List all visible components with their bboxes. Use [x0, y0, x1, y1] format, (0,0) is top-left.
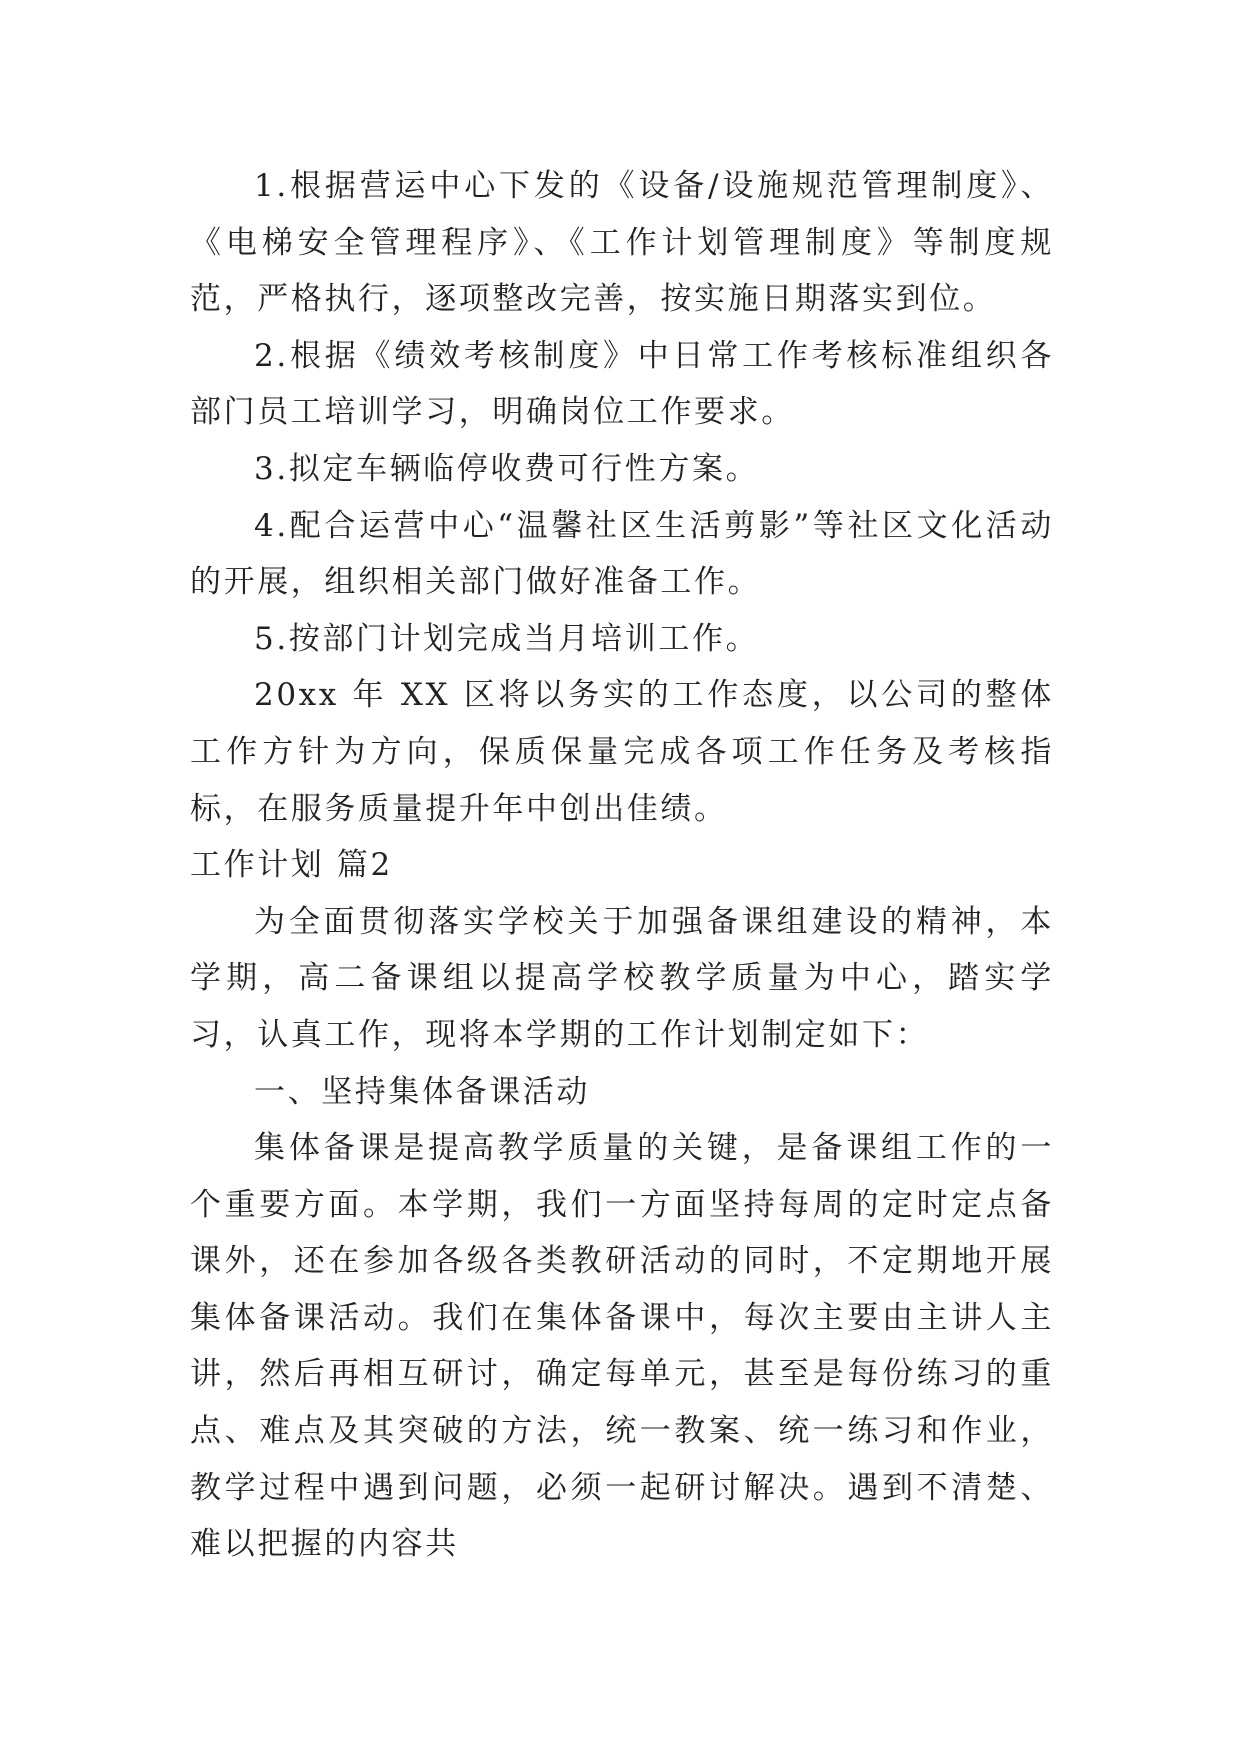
- summary-paragraph: 20xx 年 XX 区将以务实的工作态度，以公司的整体工作方针为方向，保质保量完成各项工作任务及考核指标，在服务质量提升年中创出佳绩。: [190, 677, 1054, 827]
- paragraph-item-2: 2.根据《绩效考核制度》中日常工作考核标准组织各部门员工培训学习，明确岗位工作要求。: [190, 337, 1054, 431]
- document-body: [190, 158, 1054, 1573]
- subsection-heading: 一、坚持集体备课活动: [254, 1073, 590, 1110]
- section-heading: 工作计划 篇2: [190, 847, 393, 884]
- body-paragraph: 集体备课是提高教学质量的关键，是备课组工作的一个重要方面。本学期，我们一方面坚持每周的定时定点备课外，还在参加各级各类教研活动的同时，不定期地开展集体备课活动。我们在集体备课中，每次主要由主讲人主讲，然后再相互研讨，确定每单元，甚至是每份练习的重点、难点及其突破的方法，统一教案、统一练习和作业，教学过程中遇到问题，必须一起研讨解决。遇到不清楚、难以把握的内容共: [190, 1130, 1054, 1563]
- paragraph-item-4: 4.配合运营中心“温馨社区生活剪影”等社区文化活动的开展，组织相关部门做好准备工作。: [190, 507, 1054, 601]
- intro-paragraph: 为全面贯彻落实学校关于加强备课组建设的精神，本学期，高二备课组以提高学校教学质量为中心，踏实学习，认真工作，现将本学期的工作计划制定如下：: [190, 903, 1054, 1053]
- paragraph-item-5: 5.按部门计划完成当月培训工作。: [254, 620, 760, 657]
- paragraph-item-3: 3.拟定车辆临停收费可行性方案。: [254, 450, 760, 487]
- paragraph-item-1: 1.根据营运中心下发的《设备/设施规范管理制度》、《电梯安全管理程序》、《工作计划管理制度》等制度规范，严格执行，逐项整改完善，按实施日期落实到位。: [190, 168, 1054, 318]
